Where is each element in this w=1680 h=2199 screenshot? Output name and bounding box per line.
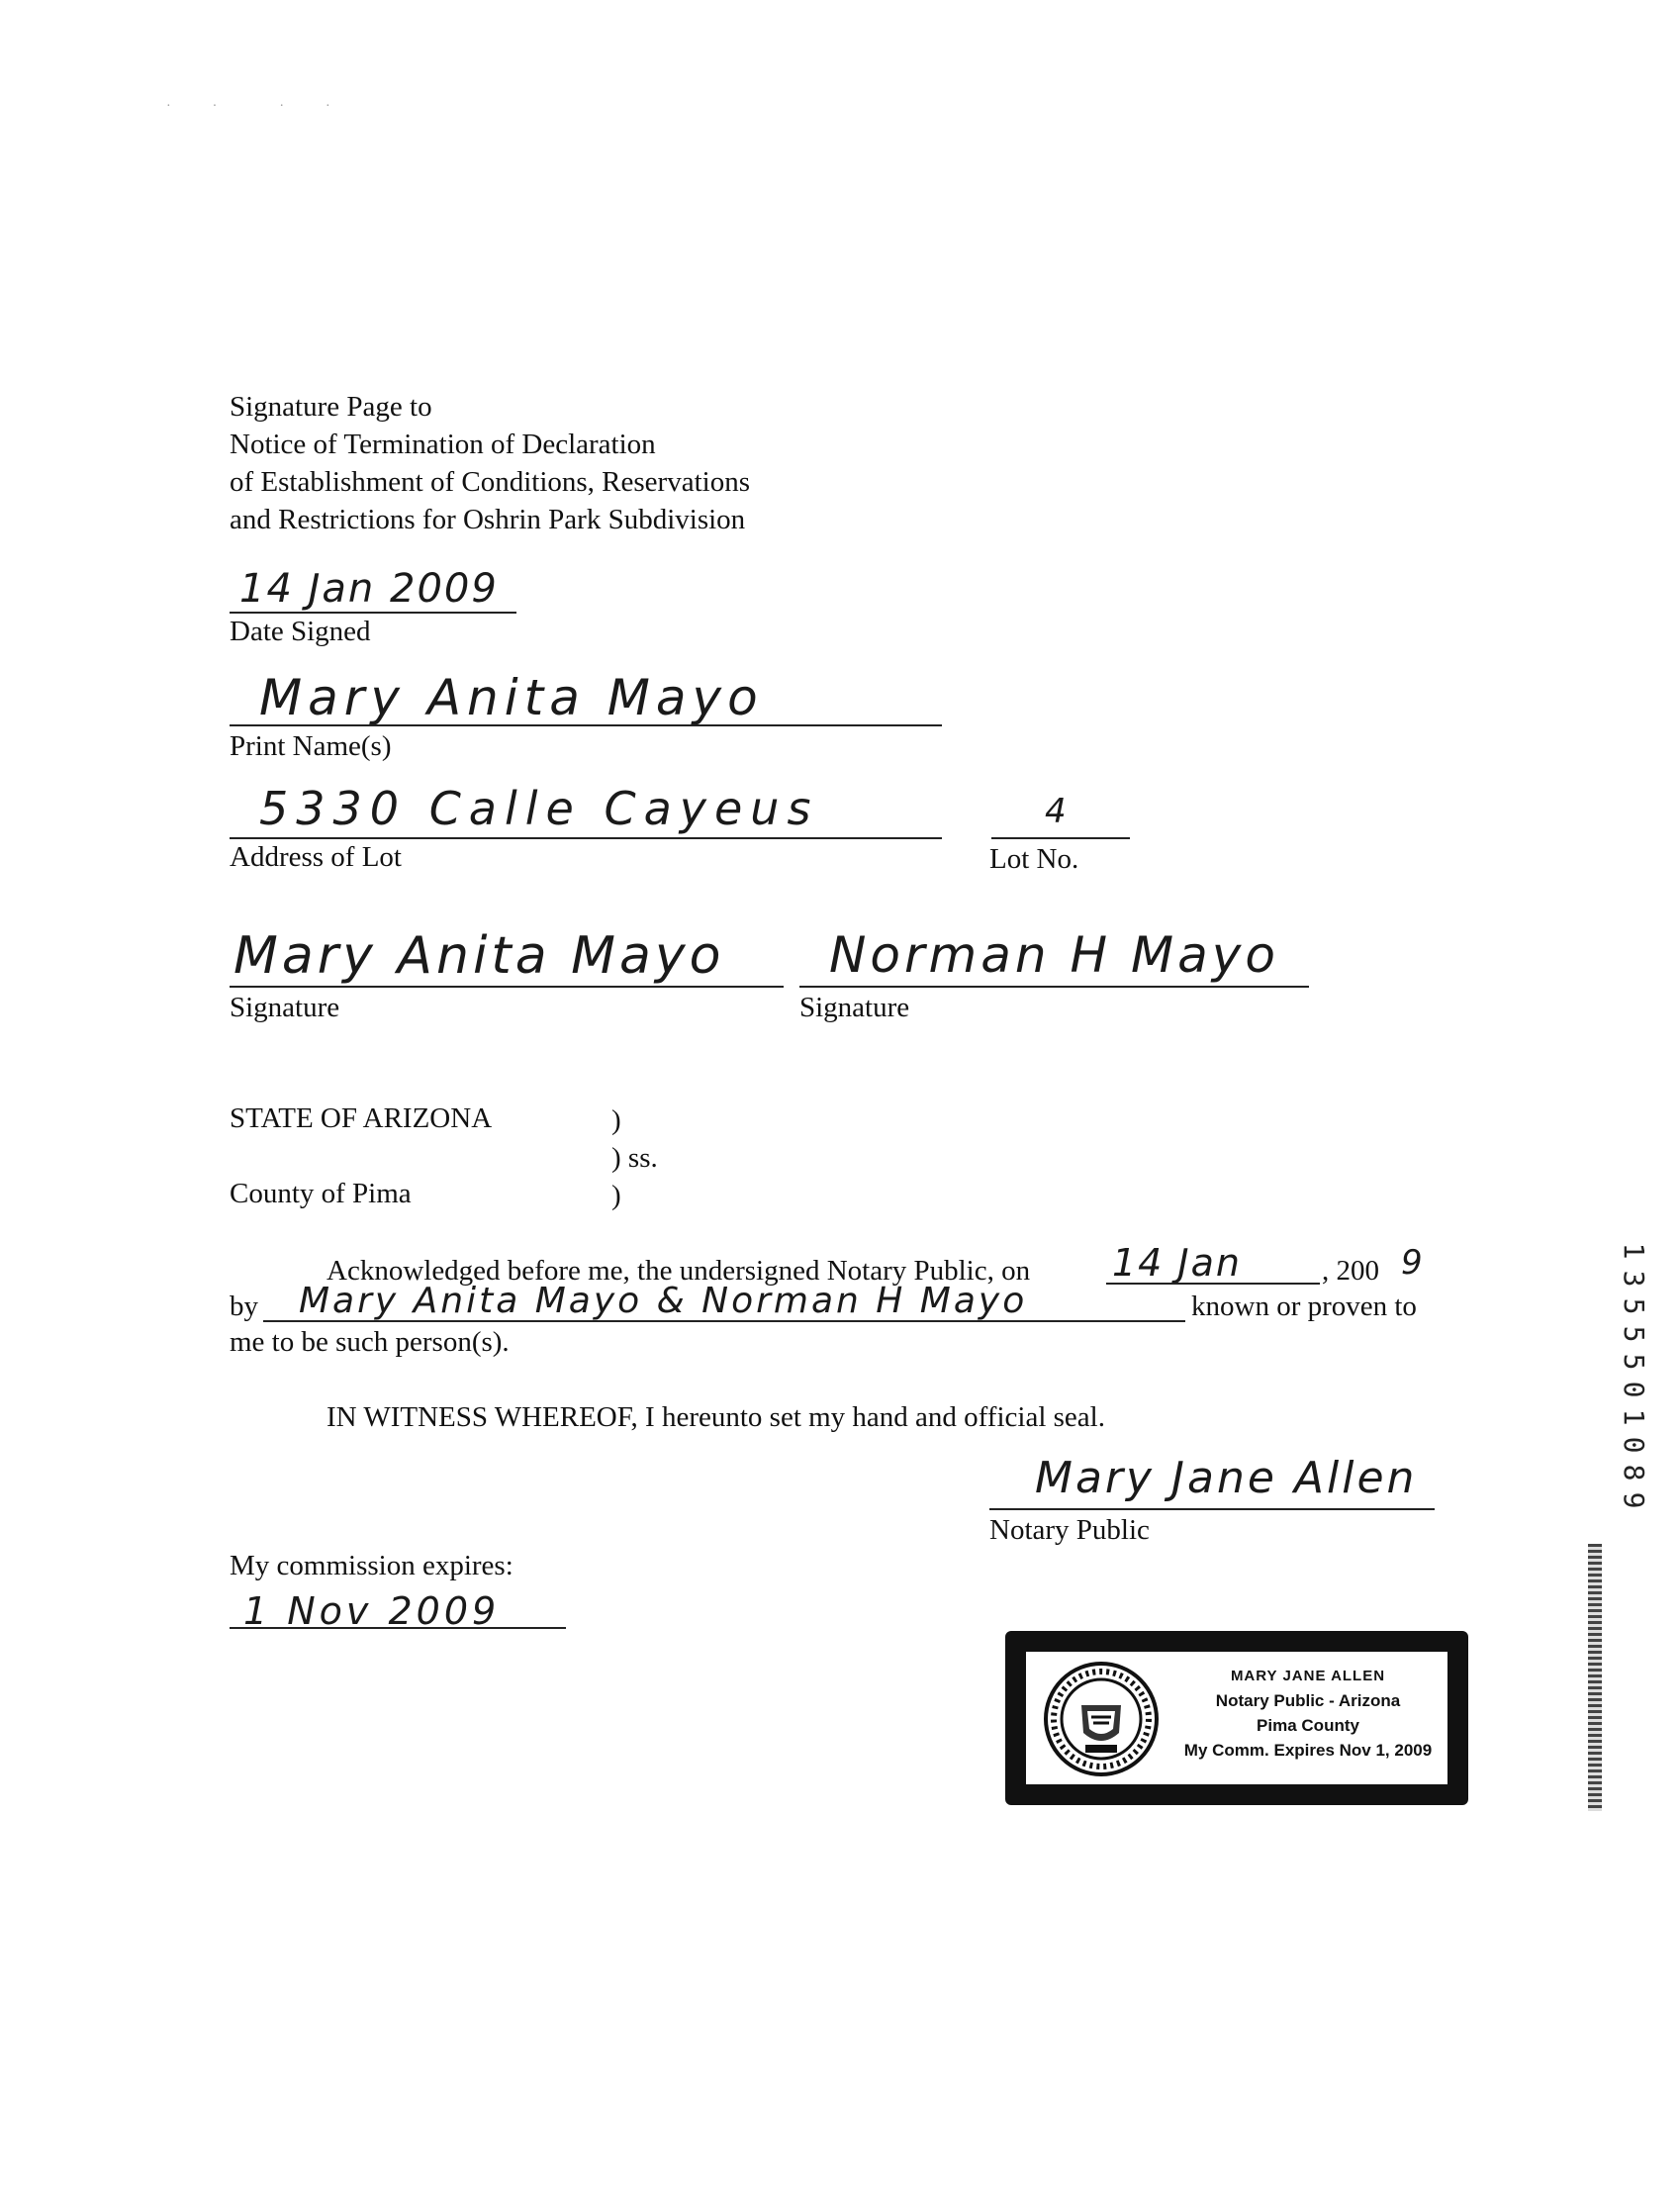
date-signed-handwritten: 14 Jan 2009	[239, 566, 499, 612]
title-line: Signature Page to	[230, 391, 432, 423]
recording-number-digit: 5	[1618, 1353, 1650, 1371]
title-line: and Restrictions for Oshrin Park Subdivision	[230, 504, 746, 535]
recording-number-digit: 5	[1618, 1297, 1650, 1315]
recording-number-digit: 0	[1618, 1436, 1650, 1454]
notary-line	[989, 1508, 1435, 1510]
notary-label: Notary Public	[989, 1514, 1150, 1546]
venue-state: STATE OF ARIZONA	[230, 1102, 493, 1134]
stamp-county: Pima County	[1257, 1716, 1359, 1735]
commission-handwritten: 1 Nov 2009	[243, 1589, 501, 1633]
state-seal-icon	[1042, 1660, 1161, 1778]
venue-paren-1: )	[611, 1104, 621, 1136]
recording-number-digit: 1	[1618, 1408, 1650, 1426]
ack-date-line	[1106, 1283, 1320, 1285]
title-line: of Establishment of Conditions, Reservations	[230, 466, 750, 498]
address-handwritten: 5330 Calle Cayeus	[259, 782, 819, 835]
stamp-text	[1174, 1664, 1442, 1763]
signature-2-line	[799, 986, 1309, 988]
signature-1-label: Signature	[230, 992, 340, 1023]
print-name-label: Print Name(s)	[230, 730, 392, 762]
scan-dots: · · · ·	[166, 99, 330, 114]
notary-stamp	[1005, 1631, 1468, 1805]
recording-number-digit: 5	[1618, 1325, 1650, 1343]
venue-ss: ) ss.	[611, 1142, 658, 1174]
notary-signature-handwritten: Mary Jane Allen	[1035, 1453, 1418, 1503]
recording-number-digit: 9	[1618, 1491, 1650, 1509]
ack-by-label: by	[230, 1291, 258, 1322]
commission-label: My commission expires:	[230, 1550, 513, 1581]
ack-line-3: me to be such person(s).	[230, 1326, 510, 1358]
ack-year-prefix: , 200	[1322, 1255, 1379, 1287]
ack-year-handwritten: 9	[1401, 1243, 1425, 1283]
lot-number-label: Lot No.	[989, 843, 1079, 875]
scan-edge-mark	[1588, 1544, 1602, 1811]
date-signed-label: Date Signed	[230, 616, 371, 647]
lot-number-line	[991, 837, 1130, 839]
ack-date-handwritten: 14 Jan	[1112, 1241, 1243, 1285]
commission-line	[230, 1627, 566, 1629]
ack-by-line	[263, 1320, 1185, 1322]
recording-number	[1618, 1237, 1650, 1514]
recording-number-digit: 3	[1618, 1270, 1650, 1288]
stamp-expiry: My Comm. Expires Nov 1, 2009	[1183, 1741, 1433, 1760]
ack-known-text: known or proven to	[1191, 1291, 1417, 1322]
recording-number-digit: 1	[1618, 1242, 1650, 1260]
print-name-handwritten: Mary Anita Mayo	[259, 669, 764, 726]
venue-county: County of Pima	[230, 1178, 412, 1209]
stamp-title: Notary Public - Arizona	[1215, 1691, 1401, 1710]
stamp-name: MARY JANE ALLEN	[1230, 1668, 1386, 1684]
recording-number-digit: 0	[1618, 1381, 1650, 1398]
title-line: Notice of Termination of Declaration	[230, 429, 656, 460]
signature-1-line	[230, 986, 784, 988]
signature-1-handwritten: Mary Anita Mayo	[233, 926, 725, 986]
venue-paren-3: )	[611, 1180, 621, 1211]
ack-by-handwritten: Mary Anita Mayo & Norman H Mayo	[299, 1281, 1028, 1321]
lot-number-handwritten: 4	[1045, 792, 1069, 831]
address-label: Address of Lot	[230, 841, 402, 873]
document-title	[230, 388, 750, 538]
ack-line-1-text: Acknowledged before me, the undersigned Notary Public, on	[327, 1255, 1031, 1287]
signature-2-label: Signature	[799, 992, 910, 1023]
witness-text: IN WITNESS WHEREOF, I hereunto set my hand and official seal.	[327, 1401, 1105, 1433]
recording-number-digit: 8	[1618, 1464, 1650, 1482]
signature-2-handwritten: Norman H Mayo	[829, 926, 1279, 984]
print-name-line	[230, 724, 942, 726]
